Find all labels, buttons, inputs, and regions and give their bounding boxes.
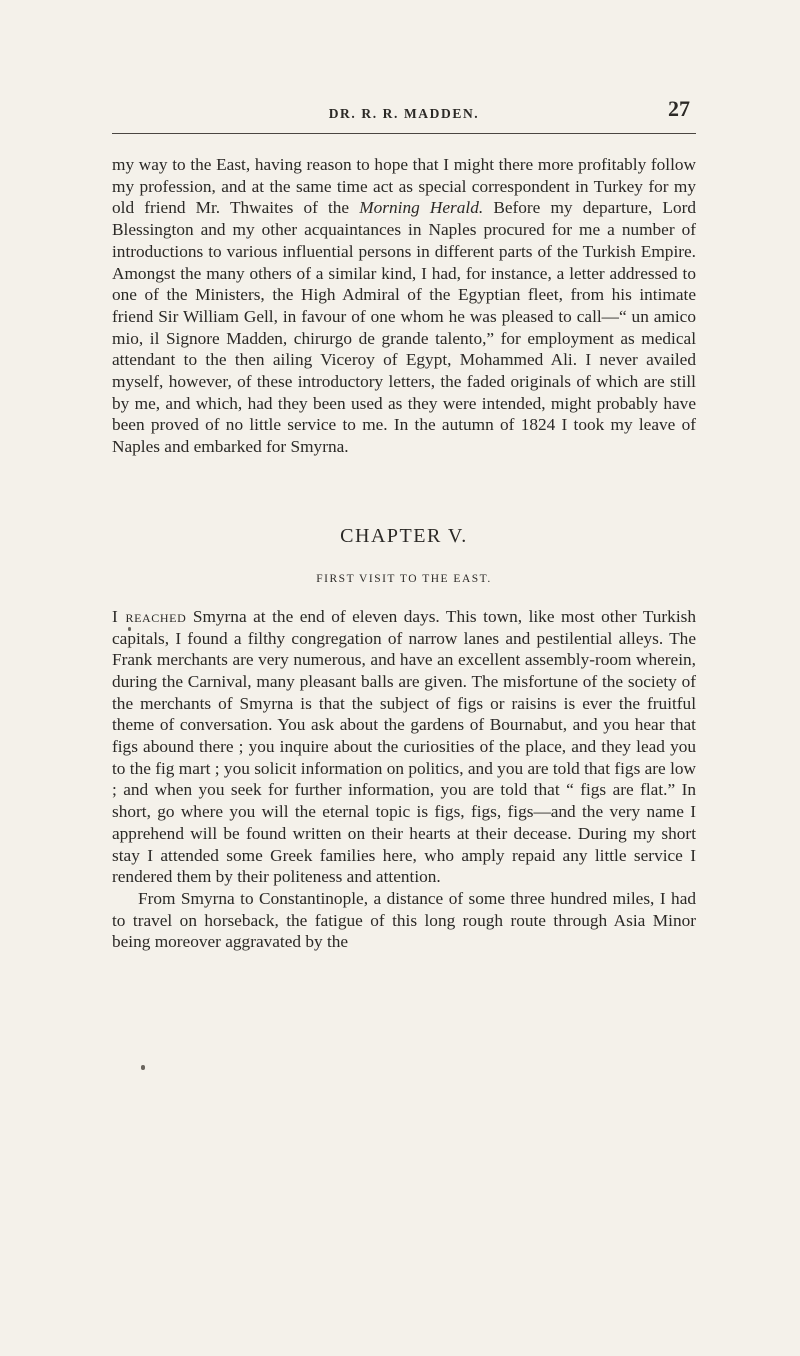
- page-number: 27: [668, 96, 690, 121]
- paragraph-text: From Smyrna to Constantinople, a distance of some three hundred miles, I had to travel on horseback, the fatigue of this long rough route through Asia Minor being moreover aggravated by the: [112, 888, 696, 952]
- chapter-opening-words: I reached: [112, 606, 187, 626]
- paragraph-text: Smyrna at the end of eleven days. This town, like most other Turkish capitals, I found a filthy congregation of narrow lanes and pestilential alleys. The Frank merchants are very numerous, and have an excellent assembly-room wherein, during the Carnival, many pleasant balls are given. The misfortune of the society of the merchants of Smyrna is that the subject of figs or raisins is ever the fruitful theme of conversation. You ask about the gardens of Bournabut, and you hear that figs abound there ; you inquire about the curiosities of the place, and they lead you to the fig mart ; you solicit information on politics, and you are told that figs are low ; and when you seek for further information, you are told that “ figs are flat.” In short, go where you will the eternal topic is figs, figs, figs—and the very name I apprehend will be found written on their hearts at their decease. During my short stay I attended some Greek families here, who amply repaid any little service I rendered them by their politeness and attention.: [112, 606, 696, 887]
- paragraph-continuation: [112, 154, 696, 458]
- header-rule: [112, 133, 696, 134]
- paragraph-smyrna: [112, 606, 696, 888]
- running-head: DR. R. R. MADDEN.: [328, 106, 480, 121]
- paragraph-constantinople: [112, 888, 696, 953]
- newspaper-title: Morning Herald.: [359, 198, 484, 218]
- paragraph-text: Before my departure, Lord Blessington and my other acquaintances in Naples procured for me a number of introductions to various influential persons in different parts of the Turkish Empire. Amongst the many others of a similar kind, I had, for instance, a letter addressed to one of the Ministers, the High Admiral of the Egyptian fleet, from his intimate friend Sir William Gell, in favour of one whom he was pleased to call—“ un amico mio, il Signore Madden, chirurgo de grande talento,” for employment as medical attendant to the then ailing Viceroy of Egypt, Mohammed Ali. I never availed myself, however, of these introductory letters, the faded originals of which are still by me, and which, had they been used as they were intended, might probably have been proved of no little service to me. In the autumn of 1824 I took my leave of Naples and embarked for Smyrna.: [112, 198, 697, 457]
- chapter-subtitle: FIRST VISIT TO THE EAST.: [316, 572, 492, 585]
- body-text: [112, 154, 696, 953]
- paragraph-text: my way to the East, having reason to hope that I might there more profitably follow my profession, and at the same time act as special correspondent in Turkey for my old friend Mr. Thwaites of the: [112, 155, 696, 218]
- ink-speck: [141, 1065, 145, 1070]
- chapter-title: CHAPTER V.: [340, 524, 468, 547]
- page-header: [112, 96, 696, 136]
